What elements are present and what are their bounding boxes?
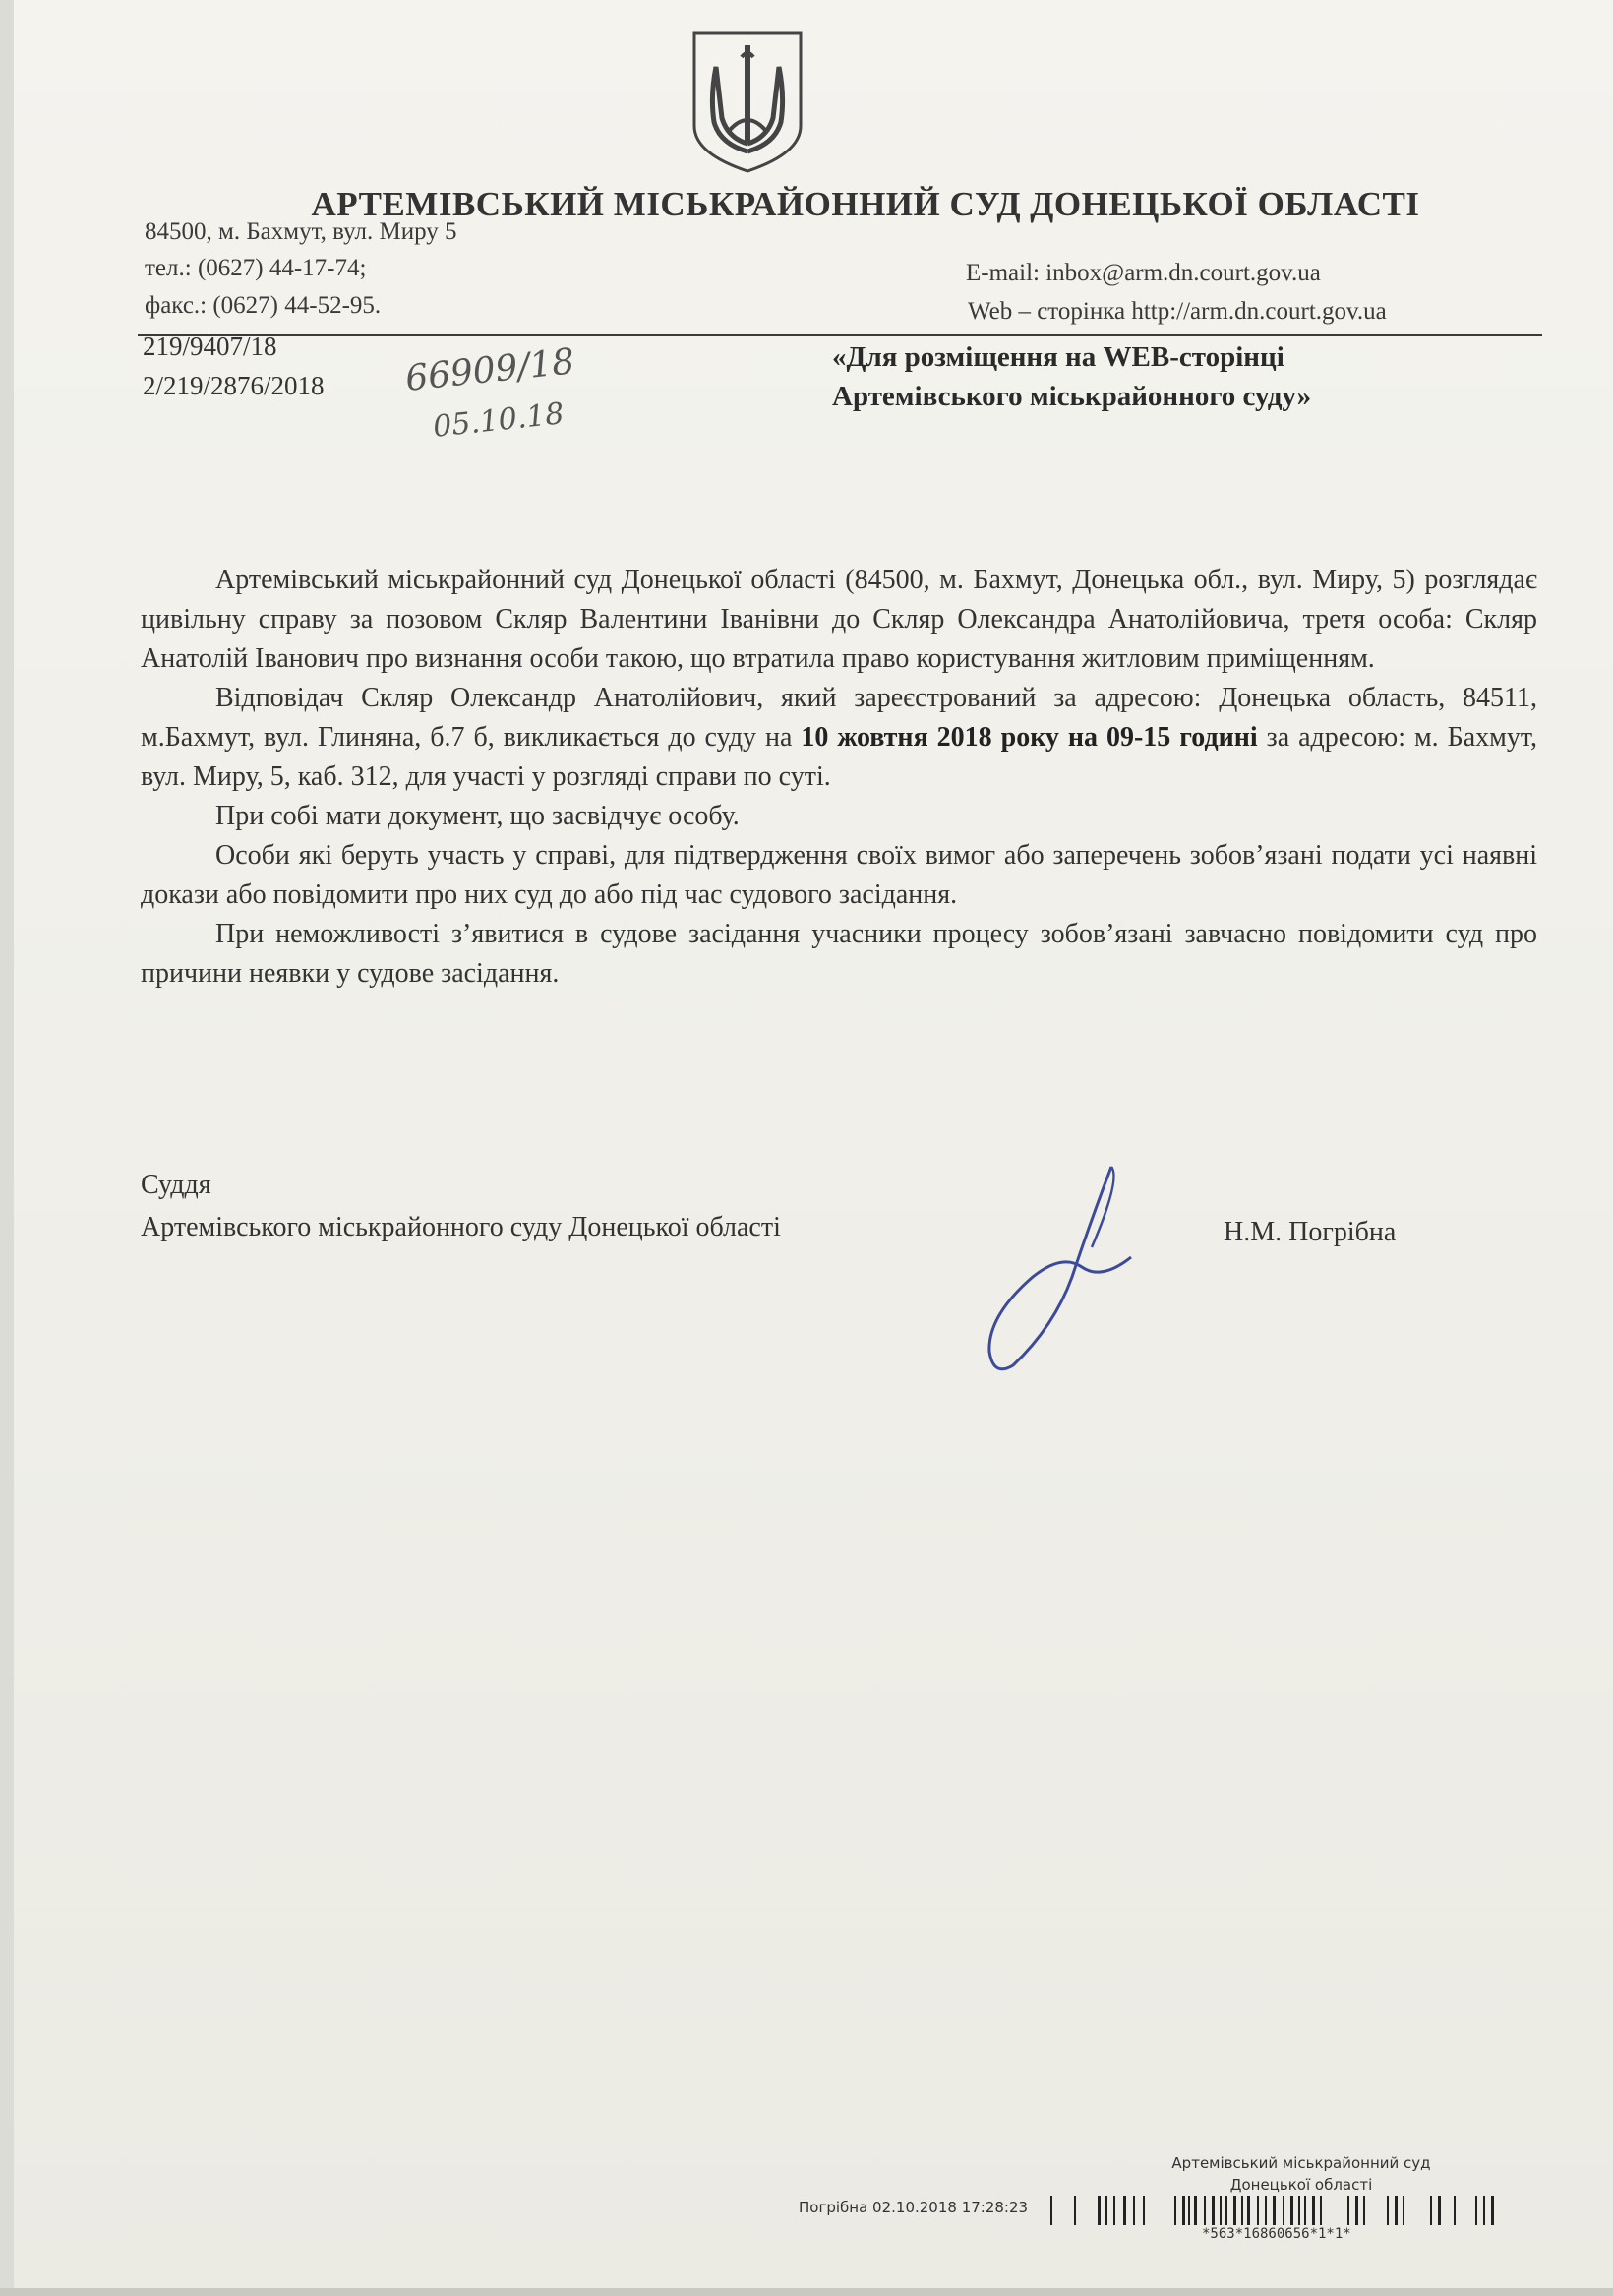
handwritten-registration-number: 66909/18 <box>403 341 577 399</box>
paragraph-summons <box>141 679 1537 797</box>
stamp-court-line-2: Донецької області <box>1229 2176 1373 2194</box>
court-phone: тел.: (0627) 44-17-74; <box>145 255 367 281</box>
court-title: АРТЕМІВСЬКИЙ МІСЬКРАЙОННИЙ СУД ДОНЕЦЬКОЇ ОБЛАСТІ <box>311 185 1420 223</box>
paragraph-absence: При неможливості з’явитися в судове засідання учасники процесу зобов’язані завчасно повідомити суд про причини неявки у судове засідання. <box>141 919 1537 989</box>
handwritten-registration-date: 05.10.18 <box>431 396 567 445</box>
court-website: Web – сторінка http://arm.dn.court.gov.ua <box>968 298 1387 325</box>
judge-name: Н.М. Погрібна <box>1224 1217 1397 1247</box>
scan-edge-bottom <box>0 2288 1613 2296</box>
court-email: E-mail: inbox@arm.dn.court.gov.ua <box>966 260 1321 286</box>
coat-of-arms-icon <box>688 28 806 175</box>
court-fax: факс.: (0627) 44-52-95. <box>145 292 382 319</box>
court-address: 84500, м. Бахмут, вул. Миру 5 <box>145 218 457 245</box>
document-body <box>141 561 1537 994</box>
paragraph-case: Артемівський міськрайонний суд Донецької області (84500, м. Бахмут, Донецька обл., вул. Миру, 5) розглядає цивільну справу за позовом Скляр Валентини Іванівни до Скляр Олександра Анатолійовича, третя особа: Скляр Анатолій Іванович про визнання особи такою, що втратила право користування житловим приміщенням. <box>141 565 1537 674</box>
header-divider <box>138 334 1542 336</box>
stamp-court-line-1: Артемівський міськрайонний суд <box>1171 2154 1431 2172</box>
paragraph-id-document: При собі мати документ, що засвідчує особу. <box>215 801 740 831</box>
signature <box>974 1159 1141 1375</box>
barcode-number: *563*16860656*1*1* <box>1202 2226 1351 2242</box>
summons-text-end: за адресою: м. Бахмут, вул. Миру, 5, каб. 312, для участі у розгляді справи по суті. <box>141 722 1537 792</box>
notice-line-2: Артемівського міськрайонного суду» <box>832 381 1312 412</box>
paragraph-evidence: Особи які беруть участь у справі, для підтвердження своїх вимог або заперечень зобов’язані подати усі наявні докази або повідомити про них суд до або під час судового засідання. <box>141 840 1537 910</box>
judge-court: Артемівського міськрайонного суду Донецької області <box>141 1212 781 1242</box>
notice-line-1: «Для розміщення на WEB-сторінці <box>832 341 1284 373</box>
case-number: 219/9407/18 <box>143 332 277 361</box>
barcode <box>1050 2192 1542 2229</box>
web-publication-notice <box>832 337 1311 416</box>
proceeding-number: 2/219/2876/2018 <box>143 371 325 400</box>
e-signature-court <box>1154 2152 1449 2196</box>
scan-edge <box>0 0 14 2296</box>
e-signature-meta: Погрібна 02.10.2018 17:28:23 <box>799 2199 1029 2216</box>
hearing-date-time: 10 жовтня 2018 року на 09-15 годині <box>801 722 1258 753</box>
judge-title: Суддя <box>141 1170 211 1200</box>
summons-text-start: Відповідач Скляр Олександр Анатолійович, який зареєстрований за адресою: Донецька область, 84511, м.Бахмут, вул. Глиняна, б.7 б, викликається до суду на <box>141 683 1537 753</box>
